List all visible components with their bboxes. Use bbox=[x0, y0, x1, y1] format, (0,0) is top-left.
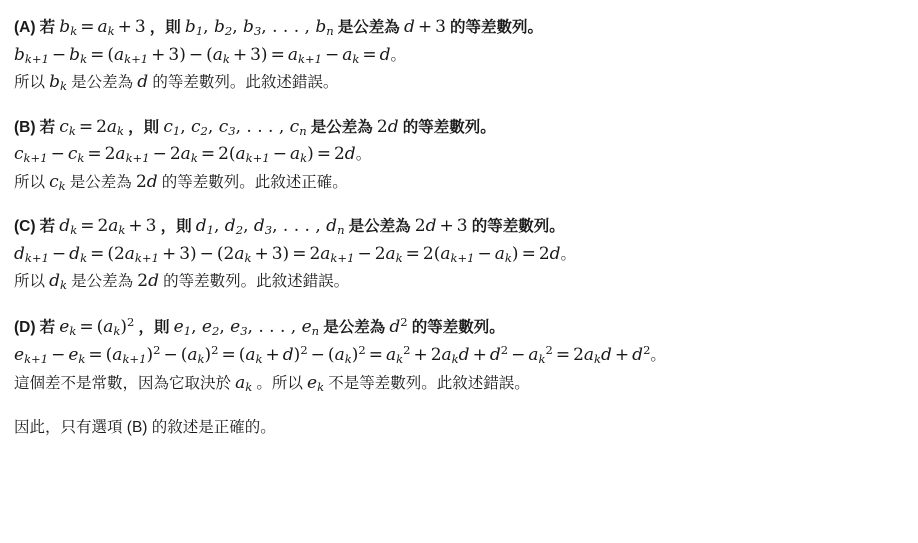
option-d-statement bbox=[14, 313, 902, 342]
option-b-label: (B) bbox=[14, 118, 36, 136]
option-d-def: $e_k = (a_k)^2$ bbox=[59, 314, 135, 339]
option-c-statement bbox=[14, 213, 902, 241]
option-c-conclusion-end: 的等差數列。此敘述錯誤。 bbox=[163, 273, 350, 291]
option-a-conclusion bbox=[14, 69, 902, 97]
option-b-conclusion-end: 的等差數列。此敘述正確。 bbox=[161, 173, 348, 191]
option-b-conclusion-prefix: 所以 bbox=[14, 173, 46, 191]
option-b-statement-suffix: 是公差為 bbox=[310, 118, 373, 136]
option-d-conclusion bbox=[14, 370, 902, 398]
option-a-statement-mid: ，則 bbox=[149, 19, 181, 36]
option-d-statement-mid: ，則 bbox=[138, 318, 170, 336]
option-block-b bbox=[14, 114, 902, 197]
option-c-conclusion-var: $d_k$ bbox=[49, 271, 68, 293]
option-a-label: (A) bbox=[14, 19, 36, 36]
option-d-seq: $e_1$, $e_2$, $e_3$, . . . , $e_n$ bbox=[173, 316, 320, 339]
option-a-work: $b_{k+1} - b_k = (a_{k+1} + 3) - (a_k + 3) = a_{k+1} - a_k = d$。 bbox=[14, 44, 407, 66]
option-c-statement-suffix: 是公差為 bbox=[348, 218, 411, 236]
option-a-conclusion-value: d bbox=[137, 72, 149, 93]
option-b-def: $c_k = 2a_k$ bbox=[59, 116, 125, 138]
option-d-statement-prefix: 若 bbox=[39, 318, 56, 336]
option-a-value: d + 3 bbox=[403, 17, 446, 37]
option-c-conclusion bbox=[14, 268, 902, 296]
option-a-conclusion-var: $b_k$ bbox=[49, 72, 68, 94]
option-c-value: 2d + 3 bbox=[414, 216, 468, 237]
option-block-a bbox=[14, 14, 902, 97]
option-b-statement bbox=[14, 114, 902, 142]
option-d-conclusion-mid: 。所以 bbox=[256, 374, 303, 392]
option-b-seq: $c_1$, $c_2$, $c_3$, . . . , $c_n$ bbox=[163, 116, 307, 138]
option-a-seq: $b_1$, $b_2$, $b_3$, . . . , $b_n$ bbox=[184, 17, 334, 39]
option-block-d bbox=[14, 313, 902, 398]
option-d-conclusion-var: $a_k$ bbox=[235, 372, 253, 395]
option-b-conclusion-value: 2d bbox=[135, 171, 158, 192]
option-b-value: 2d bbox=[376, 116, 399, 137]
option-d-value: $d^2$ bbox=[389, 314, 408, 337]
option-block-c bbox=[14, 213, 902, 296]
option-d-statement-end: 的等差數列。 bbox=[411, 318, 505, 336]
option-a-statement-suffix: 是公差為 bbox=[337, 19, 400, 36]
option-c-def: $d_k = 2a_k + 3$ bbox=[59, 216, 157, 238]
option-d-conclusion-end: 不是等差數列。此敘述錯誤。 bbox=[328, 374, 530, 392]
option-c-conclusion-value: 2d bbox=[137, 271, 160, 292]
final-answer-text: 因此，只有選項 (B) 的敘述是正確的。 bbox=[14, 419, 276, 437]
option-a-statement bbox=[14, 14, 902, 42]
option-c-label: (C) bbox=[14, 218, 36, 236]
option-c-conclusion-mid: 是公差為 bbox=[71, 273, 134, 291]
option-d-conclusion-prefix: 這個差不是常數，因為它取決於 bbox=[14, 374, 232, 392]
option-c-statement-mid: ，則 bbox=[160, 218, 192, 236]
option-a-conclusion-end: 的等差數列。此敘述錯誤。 bbox=[152, 74, 339, 92]
option-c-statement-end: 的等差數列。 bbox=[471, 218, 565, 236]
option-b-conclusion bbox=[14, 169, 902, 197]
option-d-work: $e_{k+1} - e_k = (a_{k+1})^2 - (a_k)^2 = (a_k + d)^2 - (a_k)^2 = a_k^2 + 2a_kd + d^2 - a_k^2 = 2a_kd + d^2$。 bbox=[14, 343, 666, 367]
option-a-conclusion-mid: 是公差為 bbox=[71, 74, 134, 92]
option-c-work: $d_{k+1} - d_k = (2a_{k+1} + 3) - (2a_k + 3) = 2a_{k+1} - 2a_k = 2(a_{k+1} - a_k) = 2d$。 bbox=[14, 243, 577, 265]
option-d-conclusion-value: $e_k$ bbox=[307, 372, 325, 395]
option-a-statement-prefix: 若 bbox=[39, 19, 56, 36]
option-c-seq: $d_1$, $d_2$, $d_3$, . . . , $d_n$ bbox=[195, 216, 345, 238]
option-b-conclusion-mid: 是公差為 bbox=[69, 173, 132, 191]
option-a-conclusion-prefix: 所以 bbox=[14, 74, 46, 92]
option-a-def: $b_k = a_k + 3$ bbox=[59, 17, 146, 39]
option-d-statement-suffix: 是公差為 bbox=[323, 318, 386, 336]
option-b-statement-mid: ，則 bbox=[128, 118, 160, 136]
option-d-label: (D) bbox=[14, 318, 36, 336]
option-b-statement-prefix: 若 bbox=[39, 118, 56, 136]
option-a-statement-end: 的等差數列。 bbox=[450, 19, 544, 36]
option-b-work: $c_{k+1} - c_k = 2a_{k+1} - 2a_k = 2(a_{k+1} - a_k) = 2d$。 bbox=[14, 144, 372, 166]
final-answer bbox=[14, 414, 902, 441]
option-c-statement-prefix: 若 bbox=[39, 218, 56, 236]
option-b-conclusion-var: $c_k$ bbox=[49, 171, 66, 193]
option-b-statement-end: 的等差數列。 bbox=[402, 118, 496, 136]
option-c-conclusion-prefix: 所以 bbox=[14, 273, 46, 291]
